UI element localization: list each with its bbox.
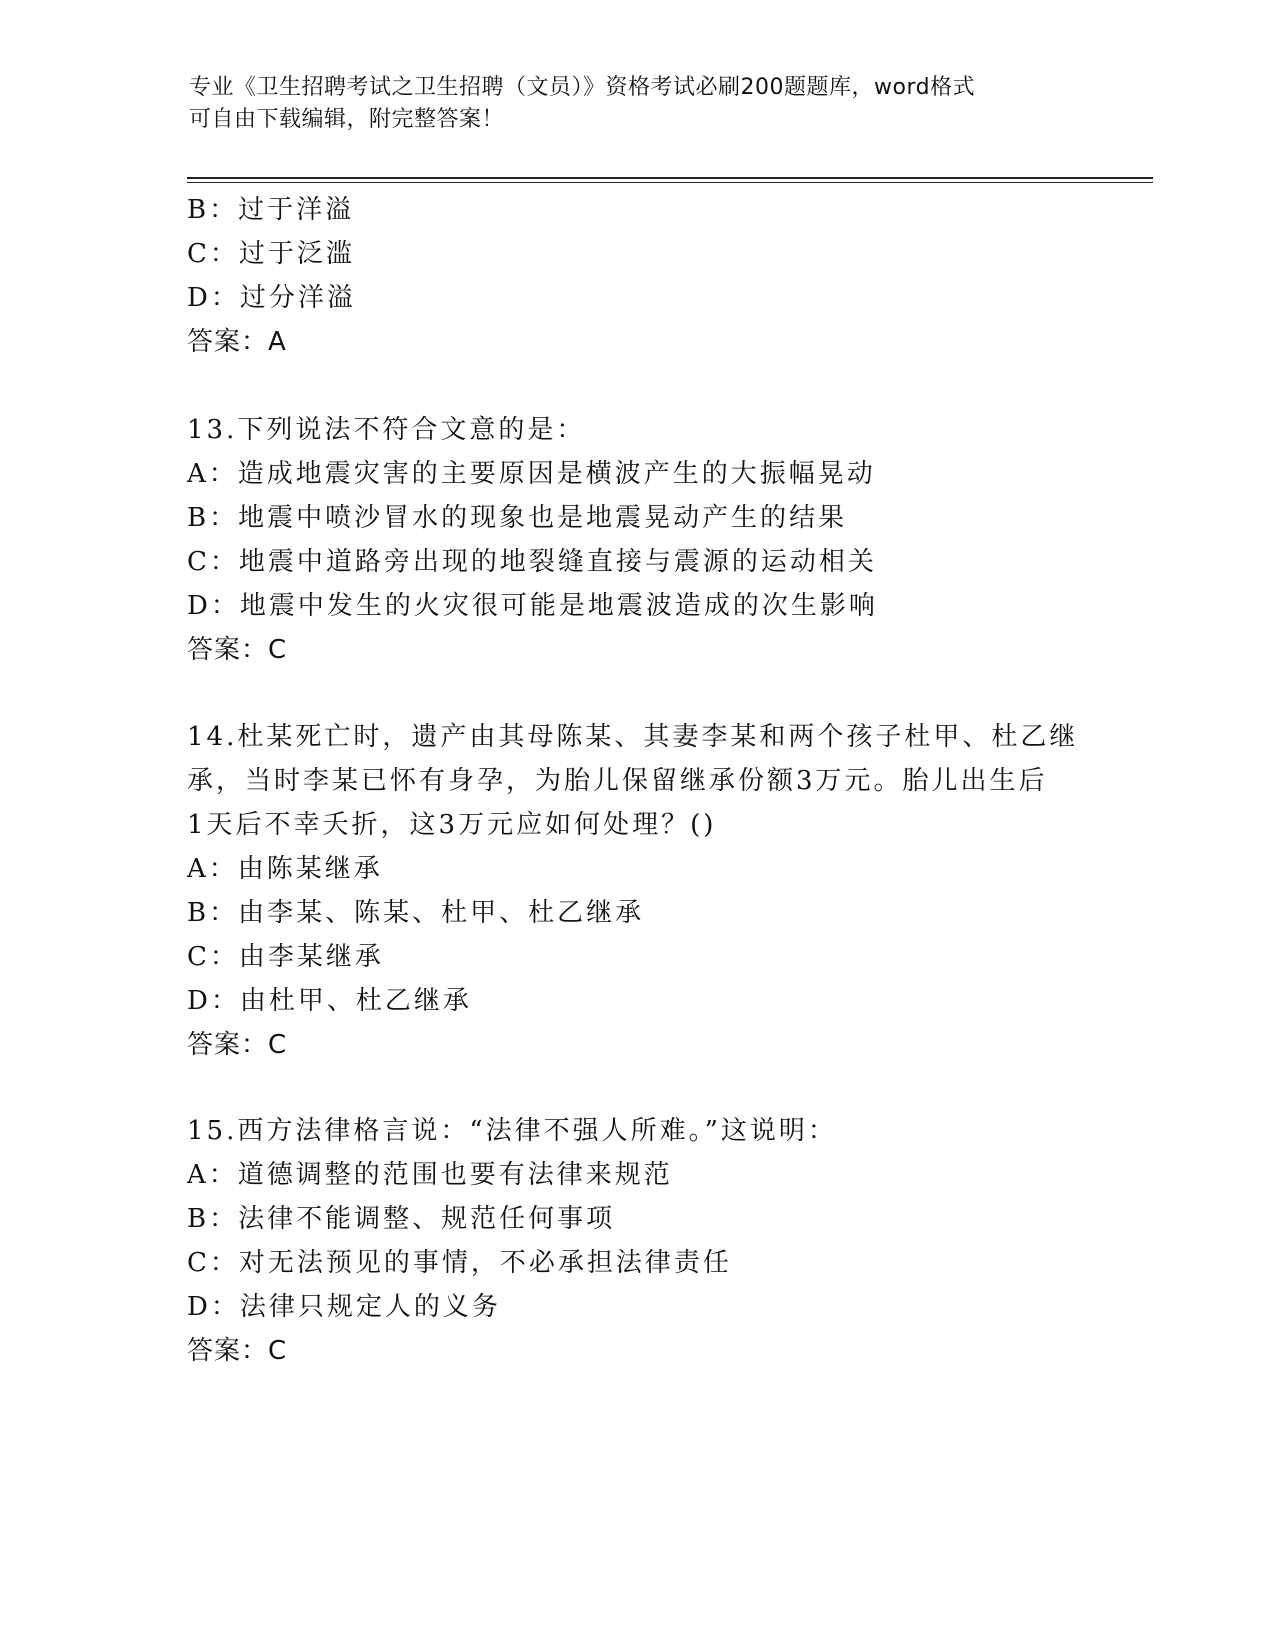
q12-answer: 答案：A <box>187 327 287 357</box>
q15-stem: 15.西方法律格言说：“法律不强人所难。”这说明： <box>187 1116 837 1146</box>
document-header <box>189 72 1069 136</box>
q14-option-c: C：由李某继承 <box>187 942 384 972</box>
q15-option-d: D：法律只规定人的义务 <box>187 1292 501 1322</box>
q14-option-d: D：由杜甲、杜乙继承 <box>187 986 472 1016</box>
q15-option-b: B：法律不能调整、规范任何事项 <box>187 1204 616 1234</box>
q14-stem-line-3: 1天后不幸夭折，这3万元应如何处理？() <box>187 810 717 840</box>
q12-option-d: D：过分洋溢 <box>187 283 356 313</box>
header-rule-thin <box>187 182 1153 183</box>
q13-stem: 13.下列说法不符合文意的是： <box>187 415 586 445</box>
q12-option-b: B：过于洋溢 <box>187 195 355 225</box>
header-line-1: 专业《卫生招聘考试之卫生招聘（文员）》资格考试必刷200题题库，word格式 <box>189 75 976 100</box>
q15-option-a: A：道德调整的范围也要有法律来规范 <box>187 1160 673 1190</box>
q15-option-c: C：对无法预见的事情，不必承担法律责任 <box>187 1248 732 1278</box>
header-line-2: 可自由下载编辑，附完整答案！ <box>189 107 505 132</box>
q13-option-d: D：地震中发生的火灾很可能是地震波造成的次生影响 <box>187 591 878 621</box>
q12-option-c: C：过于泛滥 <box>187 239 355 269</box>
q14-option-b: B：由李某、陈某、杜甲、杜乙继承 <box>187 898 645 928</box>
q14-stem-line-2: 承，当时李某已怀有身孕，为胎儿保留继承份额3万元。胎儿出生后 <box>187 766 1048 796</box>
q14-option-a: A：由陈某继承 <box>187 854 383 884</box>
q13-option-c: C：地震中道路旁出现的地裂缝直接与震源的运动相关 <box>187 547 877 577</box>
q13-answer: 答案：C <box>187 635 288 665</box>
header-rule-thick <box>187 177 1153 179</box>
q14-stem-line-1: 14.杜某死亡时，遗产由其母陈某、其妻李某和两个孩子杜甲、杜乙继 <box>187 722 1079 752</box>
q14-answer: 答案：C <box>187 1030 288 1060</box>
q15-answer: 答案：C <box>187 1336 288 1366</box>
q13-option-b: B：地震中喷沙冒水的现象也是地震晃动产生的结果 <box>187 503 848 533</box>
q13-option-a: A：造成地震灾害的主要原因是横波产生的大振幅晃动 <box>187 459 876 489</box>
